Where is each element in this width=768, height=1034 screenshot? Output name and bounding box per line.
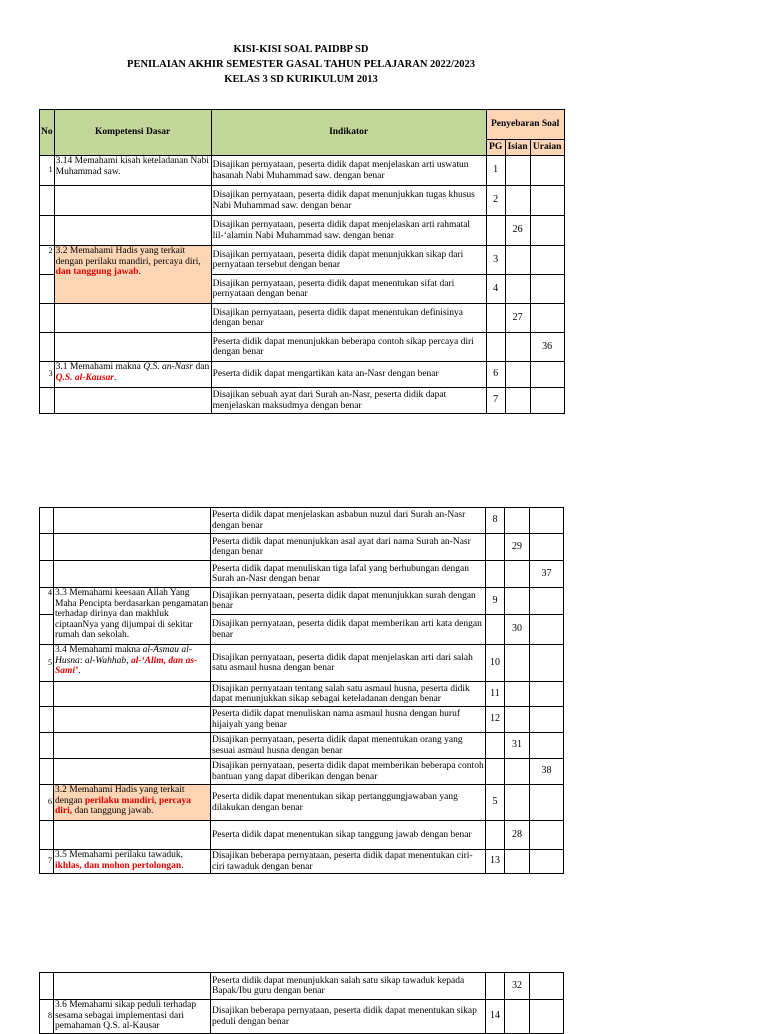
row-no bbox=[40, 508, 54, 534]
pg-cell: 9 bbox=[486, 588, 505, 615]
indikator-cell: Peserta didik dapat menunjukkan asal ayat dari nama Surah an-Nasr dengan benar bbox=[211, 534, 486, 561]
kd-cell bbox=[54, 246, 211, 304]
kd-italic: Q.S. an-Nasr bbox=[143, 362, 194, 372]
pg-cell bbox=[486, 333, 505, 362]
row-no: 3 bbox=[40, 362, 55, 388]
table-row bbox=[40, 645, 564, 682]
kd-cell bbox=[54, 304, 211, 333]
uraian-cell bbox=[530, 850, 564, 874]
pg-cell: 2 bbox=[486, 186, 505, 216]
kd-italic: al-Asmau al-Husna bbox=[55, 645, 192, 666]
indikator-cell: Peserta didik dapat menuliskan tiga lafal yang berhubungan dengan Surah an-Nasr dengan benar bbox=[211, 561, 486, 588]
pg-cell: 8 bbox=[486, 508, 505, 534]
kd-cell bbox=[54, 186, 211, 216]
row-no bbox=[40, 759, 54, 785]
indikator-cell: Peserta didik dapat menuliskan nama asmaul husna dengan huruf hijaiyah yang benar bbox=[211, 707, 486, 733]
isian-cell: 28 bbox=[505, 821, 530, 850]
isian-cell bbox=[505, 186, 530, 216]
kd-text: 3.1 Memahami makna bbox=[55, 362, 144, 372]
row-no bbox=[40, 388, 55, 414]
kd-text: , bbox=[126, 655, 131, 666]
indikator-cell: Disajikan pernyataan tentang salah satu asmaul husna, peserta didik dapat menunjukkan sikap sebagai keteladanan dengan benar bbox=[211, 682, 486, 707]
kd-cell bbox=[54, 759, 211, 785]
indikator-cell: Disajikan pernyataan, peserta didik dapat memberikan arti kata dengan benar bbox=[211, 615, 486, 645]
indikator-cell: Disajikan beberapa pernyataan, peserta didik dapat menentukan ciri-ciri tawaduk dengan benar bbox=[211, 850, 486, 874]
pg-cell: 7 bbox=[486, 388, 505, 414]
row-no bbox=[40, 333, 55, 362]
col-header-penyebaran: Penyebaran Soal bbox=[486, 110, 564, 140]
kd-cell bbox=[54, 785, 211, 821]
pg-cell: 11 bbox=[486, 682, 505, 707]
table-row bbox=[40, 156, 565, 186]
uraian-cell bbox=[530, 362, 564, 388]
uraian-cell bbox=[530, 216, 564, 246]
isian-cell bbox=[505, 508, 530, 534]
table-row bbox=[40, 561, 564, 588]
kd-cell bbox=[54, 362, 211, 388]
kd-cell: 3.6 Memahami sikap peduli terhadap sesama sebagai implementasi dari pemahaman Q.S. al-Kausar bbox=[54, 1000, 211, 1034]
kd-highlight: perilaku mandiri, percaya diri, bbox=[55, 795, 191, 816]
uraian-cell: 38 bbox=[530, 759, 564, 785]
indikator-cell: Disajikan pernyataan, peserta didik dapat menunjukkan sikap dari pernyataan tersebut dengan benar bbox=[211, 246, 486, 275]
kd-cell bbox=[54, 388, 211, 414]
indikator-cell: Peserta didik dapat menjelaskan asbabun nuzul dari Surah an-Nasr dengan benar bbox=[211, 508, 486, 534]
table-row bbox=[40, 733, 564, 759]
uraian-cell bbox=[530, 615, 564, 645]
pg-cell bbox=[486, 615, 505, 645]
kd-text: dan tanggung jawab. bbox=[72, 806, 154, 816]
table-row bbox=[40, 850, 564, 874]
table-row bbox=[40, 333, 565, 362]
isian-cell bbox=[505, 1000, 530, 1034]
kd-text: 3.2 Memahami Hadis yang terkait dengan bbox=[55, 785, 185, 806]
isian-cell bbox=[505, 588, 530, 615]
pg-cell bbox=[486, 561, 505, 588]
indikator-cell: Peserta didik dapat menentukan sikap pertanggungjawaban yang dilakukan dengan benar bbox=[211, 785, 486, 821]
kd-cell bbox=[54, 216, 211, 246]
kd-text: : bbox=[79, 655, 85, 666]
kd-cell bbox=[54, 508, 211, 534]
pg-cell: 3 bbox=[486, 246, 505, 275]
table-row bbox=[40, 973, 564, 1000]
kd-highlight: Q.S. al-Kausar bbox=[55, 372, 114, 383]
pg-cell: 1 bbox=[486, 156, 505, 186]
kisi-kisi-table-1 bbox=[39, 109, 565, 414]
isian-cell bbox=[505, 561, 530, 588]
kd-cell bbox=[54, 682, 211, 707]
indikator-cell: Disajikan pernyataan, peserta didik dapat memberikan beberapa contoh bantuan yang dapat diberikan dengan benar bbox=[211, 759, 486, 785]
row-no bbox=[40, 615, 54, 645]
uraian-cell bbox=[530, 508, 564, 534]
pg-cell: 14 bbox=[486, 1000, 505, 1034]
row-no bbox=[40, 707, 54, 733]
row-no bbox=[40, 682, 54, 707]
pg-cell bbox=[486, 759, 505, 785]
indikator-cell: Peserta didik dapat mengartikan kata an-Nasr dengan benar bbox=[211, 362, 486, 388]
kd-text: . bbox=[78, 666, 81, 676]
uraian-cell bbox=[530, 645, 564, 682]
table-row bbox=[40, 707, 564, 733]
row-no bbox=[40, 821, 54, 850]
isian-cell bbox=[505, 333, 530, 362]
indikator-cell: Disajikan pernyataan, peserta didik dapat menentukan sifat dari pernyataan dengan benar bbox=[211, 275, 486, 304]
row-no bbox=[40, 186, 55, 216]
uraian-cell: 37 bbox=[530, 561, 564, 588]
table-row bbox=[40, 785, 564, 821]
row-no bbox=[40, 534, 54, 561]
uraian-cell bbox=[530, 682, 564, 707]
kisi-kisi-table-3 bbox=[39, 972, 564, 1034]
pg-cell: 4 bbox=[486, 275, 505, 304]
uraian-cell bbox=[530, 707, 564, 733]
pg-cell bbox=[486, 821, 505, 850]
uraian-cell bbox=[530, 785, 564, 821]
indikator-cell: Disajikan pernyataan, peserta didik dapat menjelaskan arti dari salah satu asmaul husna dengan benar bbox=[211, 645, 486, 682]
kd-italic: al-Wahhab bbox=[84, 655, 127, 666]
col-header-kd: Kompetensi Dasar bbox=[54, 110, 211, 156]
header-subtitle: PENILAIAN AKHIR SEMESTER GASAL TAHUN PELAJARAN 2022/2023 bbox=[127, 59, 475, 70]
pg-cell: 5 bbox=[486, 785, 505, 821]
uraian-cell bbox=[530, 588, 564, 615]
table-row bbox=[40, 246, 565, 275]
kd-highlight: dan tanggung jawab bbox=[55, 267, 139, 277]
kd-cell bbox=[54, 561, 211, 588]
kd-cell bbox=[54, 333, 211, 362]
kd-cell bbox=[54, 733, 211, 759]
table-row bbox=[40, 304, 565, 333]
isian-cell: 26 bbox=[505, 216, 530, 246]
kd-cell bbox=[54, 707, 211, 733]
isian-cell bbox=[505, 850, 530, 874]
uraian-cell bbox=[530, 156, 564, 186]
col-header-isian: Isian bbox=[505, 140, 530, 156]
header-title: KISI-KISI SOAL PAIDBP SD bbox=[233, 44, 369, 55]
indikator-cell: Disajikan pernyataan, peserta didik dapat menjelaskan arti rahmatal lil-‘alamin Nabi Muhammad saw. dengan benar bbox=[211, 216, 486, 246]
kd-highlight: al-‘Alim, dan as-Sami’ bbox=[55, 655, 198, 676]
row-no: 5 bbox=[40, 645, 54, 682]
kd-text: 3.4 Memahami makna bbox=[55, 645, 143, 655]
row-no: 1 bbox=[40, 156, 55, 186]
row-no bbox=[40, 561, 54, 588]
col-header-uraian: Uraian bbox=[530, 140, 564, 156]
isian-cell bbox=[505, 785, 530, 821]
isian-cell bbox=[505, 246, 530, 275]
kisi-kisi-table-2 bbox=[39, 507, 564, 874]
indikator-cell: Peserta didik dapat menunjukkan beberapa contoh sikap percaya diri dengan benar bbox=[211, 333, 486, 362]
pg-cell: 13 bbox=[486, 850, 505, 874]
kd-text: . bbox=[138, 267, 141, 277]
row-no bbox=[40, 304, 55, 333]
uraian-cell bbox=[530, 186, 564, 216]
uraian-cell bbox=[530, 246, 564, 275]
table-row bbox=[40, 821, 564, 850]
kd-text: 3.5 Memahami perilaku tawaduk, bbox=[55, 850, 183, 860]
table-row bbox=[40, 759, 564, 785]
isian-cell bbox=[505, 682, 530, 707]
indikator-cell: Disajikan pernyataan, peserta didik dapat menunjukkan surah dengan benar bbox=[211, 588, 486, 615]
row-no: 6 bbox=[40, 785, 54, 821]
kd-cell bbox=[54, 850, 211, 874]
table-row bbox=[40, 534, 564, 561]
uraian-cell bbox=[530, 388, 564, 414]
table-row bbox=[40, 362, 565, 388]
indikator-cell: Disajikan sebuah ayat dari Surah an-Nasr, peserta didik dapat menjelaskan maksudmya dengan benar bbox=[211, 388, 486, 414]
isian-cell bbox=[505, 156, 530, 186]
row-no: 4 bbox=[40, 588, 54, 615]
kd-text: . bbox=[113, 372, 117, 383]
kd-highlight: ikhlas, dan mohon pertolongan bbox=[55, 860, 182, 871]
header-class: KELAS 3 SD KURIKULUM 2013 bbox=[224, 74, 378, 85]
row-no: 8 bbox=[40, 1000, 54, 1034]
isian-cell bbox=[505, 707, 530, 733]
pg-cell: 12 bbox=[486, 707, 505, 733]
row-no: 2 bbox=[40, 246, 55, 275]
pg-cell: 10 bbox=[486, 645, 505, 682]
isian-cell bbox=[505, 759, 530, 785]
row-no bbox=[40, 973, 54, 1000]
col-header-pg: PG bbox=[486, 140, 505, 156]
isian-cell: 27 bbox=[505, 304, 530, 333]
kd-text: . bbox=[181, 860, 184, 871]
indikator-cell: Peserta didik dapat menentukan sikap tanggung jawab dengan benar bbox=[211, 821, 486, 850]
pg-cell bbox=[486, 304, 505, 333]
isian-cell bbox=[505, 645, 530, 682]
isian-cell: 31 bbox=[505, 733, 530, 759]
table-row bbox=[40, 588, 564, 615]
kd-cell bbox=[54, 645, 211, 682]
indikator-cell: Disajikan pernyataan, peserta didik dapat menentukan definisinya dengan benar bbox=[211, 304, 486, 333]
document-header bbox=[0, 42, 602, 87]
isian-cell bbox=[505, 362, 530, 388]
kd-text: 3.2 Memahami Hadis yang terkait dengan perilaku mandiri, percaya diri, bbox=[55, 246, 201, 267]
uraian-cell bbox=[530, 275, 564, 304]
kd-text: dan bbox=[193, 362, 210, 372]
kd-cell: 3.3 Memahami keesaan Allah Yang Maha Pencipta berdasarkan pengamatan terhadap dirinya dan makhluk ciptaanNya yang dijumpai di sekitar rumah dan sekolah. bbox=[54, 588, 211, 645]
uraian-cell bbox=[530, 304, 564, 333]
pg-cell bbox=[486, 534, 505, 561]
table-row bbox=[40, 682, 564, 707]
table-row bbox=[40, 216, 565, 246]
uraian-cell bbox=[530, 1000, 564, 1034]
indikator-cell: Peserta didik dapat menunjukkan salah satu sikap tawaduk kepada Bapak/Ibu guru dengan benar bbox=[211, 973, 486, 1000]
row-no bbox=[40, 275, 55, 304]
col-header-no: No bbox=[40, 110, 55, 156]
isian-cell: 30 bbox=[505, 615, 530, 645]
row-no: 7 bbox=[40, 850, 54, 874]
kd-cell bbox=[54, 534, 211, 561]
uraian-cell bbox=[530, 973, 564, 1000]
pg-cell bbox=[486, 733, 505, 759]
kd-cell bbox=[54, 821, 211, 850]
table-row bbox=[40, 388, 565, 414]
table-row bbox=[40, 508, 564, 534]
indikator-cell: Disajikan beberapa pernyataan, peserta didik dapat menentukan sikap peduli dengan benar bbox=[211, 1000, 486, 1034]
uraian-cell: 36 bbox=[530, 333, 564, 362]
row-no bbox=[40, 733, 54, 759]
kd-cell: 3.14 Memahami kisah keteladanan Nabi Muhammad saw. bbox=[54, 156, 211, 186]
uraian-cell bbox=[530, 821, 564, 850]
uraian-cell bbox=[530, 733, 564, 759]
col-header-indikator: Indikator bbox=[211, 110, 486, 156]
table-row bbox=[40, 186, 565, 216]
indikator-cell: Disajikan pernyataan, peserta didik dapat menjelaskan arti uswatun hasanah Nabi Muhammad saw. dengan benar bbox=[211, 156, 486, 186]
kd-cell bbox=[54, 973, 211, 1000]
row-no bbox=[40, 216, 55, 246]
uraian-cell bbox=[530, 534, 564, 561]
indikator-cell: Disajikan pernyataan, peserta didik dapat menentukan orang yang sesuai asmaul husna dengan benar bbox=[211, 733, 486, 759]
isian-cell: 29 bbox=[505, 534, 530, 561]
indikator-cell: Disajikan pernyataan, peserta didik dapat menunjukkan tugas khusus Nabi Muhammad saw. dengan benar bbox=[211, 186, 486, 216]
isian-cell bbox=[505, 275, 530, 304]
pg-cell bbox=[486, 216, 505, 246]
isian-cell bbox=[505, 388, 530, 414]
pg-cell: 6 bbox=[486, 362, 505, 388]
isian-cell: 32 bbox=[505, 973, 530, 1000]
table-row bbox=[40, 1000, 564, 1034]
pg-cell bbox=[486, 973, 505, 1000]
